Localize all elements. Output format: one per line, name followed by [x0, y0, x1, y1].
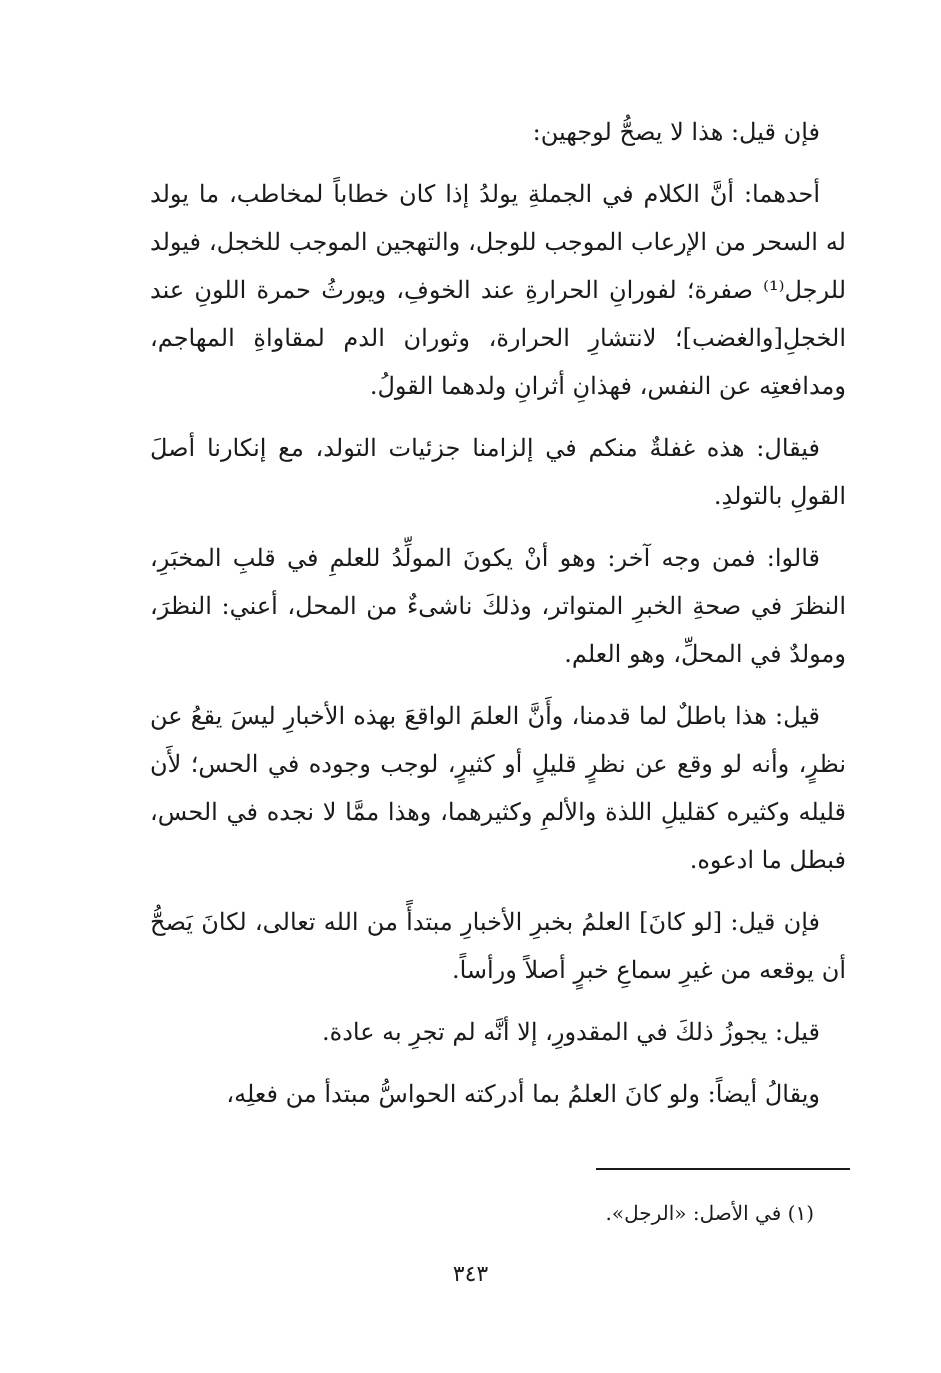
paragraph-7: قيل: يجوزُ ذلكَ في المقدورِ، إلا أنَّه لم تجرِ به عادة.	[322, 1018, 820, 1046]
paragraph-3: فيقال: هذه غفلةٌ منكم في إلزامنا جزئيات التولد، مع إنكارنا أصلَ القولِ بالتولدِ.	[150, 434, 846, 510]
paragraph-2: أحدهما: أنَّ الكلام في الجملةِ يولدُ إذا كان خطاباً لمخاطب، ما يولد له السحر من الإرعاب الموجب للوجل، والتهجين الموجب للخجل، فيولد للرجل⁽¹⁾ صفرة؛ لفورانِ الحرارةِ عند الخوفِ، ويورثُ حمرة اللونِ عند الخجلِ[والغضب]؛ لانتشارِ الحرارة، وثوران الدم لمقاواةِ المهاجم، ومدافعتِه عن النفس، فهذانِ أثرانِ ولدهما القولُ.	[150, 180, 846, 400]
paragraph-8: ويقالُ أيضاً: ولو كانَ العلمُ بما أدركته الحواسُّ مبتدأ من فعلِه،	[226, 1080, 820, 1108]
paragraph-1: فإن قيل: هذا لا يصحُّ لوجهين:	[532, 118, 820, 146]
page-number: ٣٤٣	[452, 1262, 489, 1287]
paragraph-6: فإن قيل: [لو كانَ] العلمُ بخبرِ الأخبارِ مبتدأً من الله تعالى، لكانَ يَصحُّ أن يوقعه من غيرِ سماعِ خبرٍ أصلاً ورأساً.	[150, 908, 846, 984]
paragraph-4: قالوا: فمن وجه آخر: وهو أنْ يكونَ المولِّدُ للعلمِ في قلبِ المخبَرِ، النظرَ في صحةِ الخبرِ المتواتر، وذلكَ ناشىءٌ من المحل، أعني: النظرَ، ومولدٌ في المحلِّ، وهو العلم.	[150, 544, 847, 668]
main-text	[150, 108, 846, 1132]
footnote-separator	[596, 1168, 850, 1170]
footnote: (١) في الأصل: «الرجل».	[605, 1201, 814, 1225]
paragraph-5: قيل: هذا باطلٌ لما قدمنا، وأَنَّ العلمَ الواقعَ بهذه الأخبارِ ليسَ يقعُ عن نظرٍ، وأنه لو وقع عن نظرٍ قليلٍ أو كثيرٍ، لوجب وجوده في الحس؛ لأَن قليله وكثيره كقليلِ اللذة والألمِ وكثيرهما، وهذا ممَّا لا نجده في الحس، فبطل ما ادعوه.	[150, 702, 846, 874]
